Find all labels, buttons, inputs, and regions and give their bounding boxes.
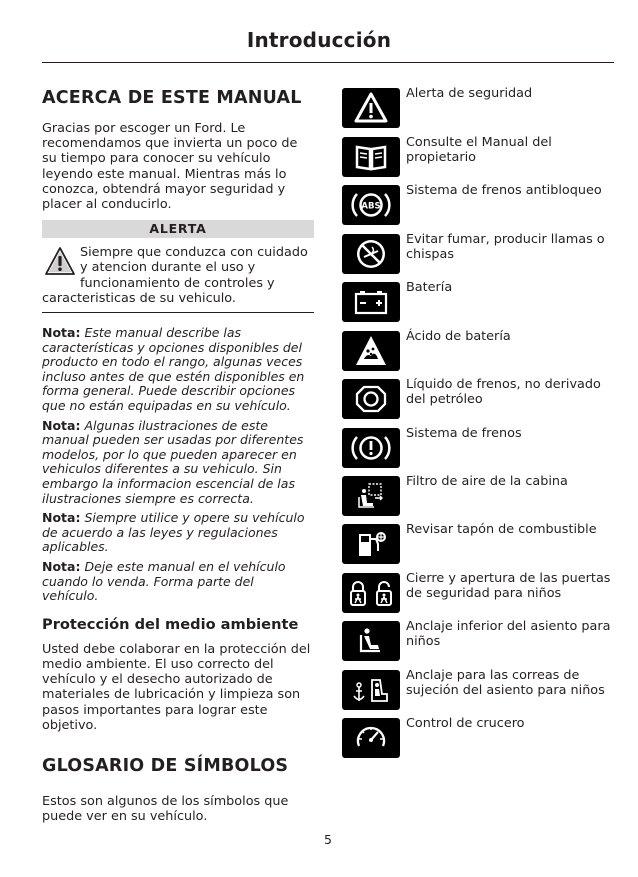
- warning-triangle-icon: [44, 246, 76, 278]
- safety-alert-icon: [342, 88, 400, 128]
- note-2: [42, 419, 314, 507]
- section-heading-symbol-glossary: GLOSARIO DE SÍMBOLOS: [42, 755, 289, 776]
- note-label: Nota:: [42, 558, 81, 574]
- symbol-row: [342, 135, 618, 177]
- child-seat-lower-anchor-icon: [342, 621, 400, 661]
- symbol-row: [342, 86, 618, 128]
- battery-acid-icon: [342, 331, 400, 371]
- left-column: [42, 88, 314, 824]
- page-number: 5: [324, 832, 332, 847]
- symbol-label: Alerta de seguridad: [406, 86, 533, 101]
- svg-text:ABS: ABS: [361, 201, 381, 212]
- symbol-label: Evitar fumar, producir llamas o chispas: [406, 232, 605, 263]
- symbol-label: Filtro de aire de la cabina: [406, 474, 568, 489]
- alert-title: ALERTA: [42, 220, 314, 238]
- symbol-label: Cierre y apertura de las puertas de seguridad para niños: [406, 571, 611, 602]
- note-label: Nota:: [42, 510, 81, 526]
- symbol-label: Sistema de frenos: [406, 426, 522, 441]
- battery-icon: [342, 282, 400, 322]
- symbol-row: [342, 522, 618, 564]
- alert-box: [42, 220, 314, 313]
- child-seat-tether-icon: [342, 670, 400, 710]
- note-label: Nota:: [42, 417, 81, 433]
- symbol-row: [342, 280, 618, 322]
- symbol-row: [342, 474, 618, 516]
- owner-manual-icon: [342, 137, 400, 177]
- cruise-control-icon: [342, 718, 400, 758]
- section-heading-environment: Protección del medio ambiente: [42, 615, 299, 633]
- brake-system-icon: [342, 428, 400, 468]
- symbol-label: Revisar tapón de combustible: [406, 522, 597, 537]
- alert-line-3: funcionamiento de controles y: [80, 275, 275, 291]
- symbol-row: [342, 668, 618, 710]
- no-smoking-icon: [342, 234, 400, 274]
- note-text: Este manual describe las características y opciones disponibles del producto en todo el rango, algunas veces incluso antes de que estén disponibles en forma general. Puede describir opciones que no están equipadas en su vehículo.: [42, 325, 305, 413]
- symbol-label: Control de crucero: [406, 716, 525, 731]
- alert-line-2: y atencion durante el uso y: [80, 260, 256, 276]
- alert-line-1: Siempre que conduzca con cuidado: [80, 245, 308, 261]
- note-3: [42, 511, 314, 555]
- environment-paragraph: Usted debe colaborar en la protección del medio ambiente. El uso correcto del vehículo y el desecho autorizado de materiales de lubricación y limpieza son pasos importantes para lograr este objetivo.: [42, 641, 311, 733]
- symbol-label: Líquido de frenos, no derivado del petróleo: [406, 377, 601, 408]
- symbol-row: [342, 426, 618, 468]
- abs-icon: [342, 185, 400, 225]
- symbol-row: [342, 377, 618, 419]
- alert-content: [42, 238, 314, 306]
- symbol-row: [342, 619, 618, 661]
- page-header-title: Introducción: [246, 28, 392, 52]
- symbol-label: Sistema de frenos antibloqueo: [406, 183, 602, 198]
- symbol-label: Anclaje inferior del asiento para niños: [406, 619, 611, 650]
- child-lock-icon: [342, 573, 400, 613]
- symbol-row: [342, 329, 618, 371]
- fuel-cap-icon: [342, 524, 400, 564]
- cabin-air-filter-icon: [342, 476, 400, 516]
- symbol-row: [342, 183, 618, 225]
- brake-fluid-icon: [342, 379, 400, 419]
- symbol-row: [342, 232, 618, 274]
- note-4: [42, 560, 314, 604]
- symbol-row: [342, 571, 618, 613]
- glossary-paragraph: Estos son algunos de los símbolos que puede ver en su vehículo.: [42, 793, 289, 825]
- symbol-label: Ácido de batería: [406, 329, 511, 344]
- alert-divider: [42, 312, 314, 313]
- symbol-row: [342, 716, 618, 758]
- section-heading-about-manual: ACERCA DE ESTE MANUAL: [42, 88, 302, 108]
- symbol-label: Anclaje para las correas de sujeción del asiento para niños: [406, 668, 605, 699]
- note-label: Nota:: [42, 325, 81, 341]
- symbol-label: Consulte el Manual del propietario: [406, 135, 552, 166]
- note-text: Deje este manual en el vehículo cuando lo venda. Forma parte del vehículo.: [42, 558, 286, 604]
- intro-paragraph: Gracias por escoger un Ford. Le recomendamos que invierta un poco de su tiempo para conocer su vehículo leyendo este manual. Mientras más lo conozca, obtendrá mayor seguridad y placer al conducirlo.: [42, 121, 298, 213]
- symbol-label: Batería: [406, 280, 453, 295]
- note-text: Algunas ilustraciones de este manual pueden ser usadas por diferentes modelos, por lo que pueden aparecer en vehiculos diferentes a su vehiculo. Sin embargo la informacion escencial de las ilustraciones siempre es correcta.: [42, 417, 304, 506]
- note-1: [42, 326, 314, 414]
- header-divider: [42, 62, 614, 63]
- alert-line-4: caracteristicas de su vehiculo.: [42, 290, 236, 306]
- note-text: Siempre utilice y opere su vehículo de acuerdo a las leyes y regulaciones aplicables.: [42, 510, 305, 555]
